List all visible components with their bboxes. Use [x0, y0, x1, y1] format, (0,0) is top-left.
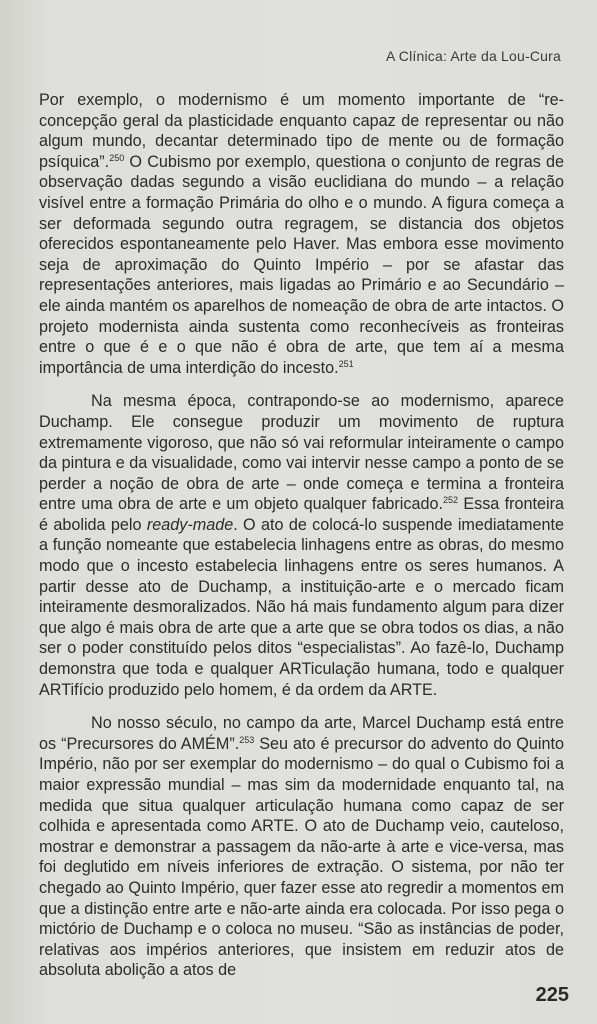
paragraph-3 [39, 713, 564, 981]
footnote-marker-253: 253 [239, 734, 255, 745]
page-number: 225 [535, 984, 569, 1006]
paragraph-2 [39, 391, 564, 700]
footnote-marker-251: 251 [338, 358, 354, 369]
italic-term: ready-made [146, 515, 234, 534]
text-span: Por exemplo, o modernismo é um momento importante de “re-concepção geral da plasticidade enquanto capaz de representar ou não algum mundo, decantar determinado tipo de mente ou de formação psíquica”. [39, 91, 564, 171]
footnote-marker-252: 252 [443, 495, 459, 506]
text-span: . O ato de colocá-lo suspende imediatamente a função nomeante que estabelecia linhagens entre as obras, do mesmo modo que o incesto estabelecia linhagens entre os seres humanos. A partir desse ato de Duchamp, a instituição-arte e o mercado ficam inteiramente desmoralizados. Não há mais fundamento algum para dizer que algo é mais obra de arte que a arte que se obra todos os dias, a não ser o poder constituído pelos ditos “especialistas”. Ao fazê-lo, Duchamp demonstra que toda e qualquer ARTiculação humana, todo e qualquer ARTifício produzido pelo homem, é da ordem da ARTE. [39, 515, 564, 699]
paragraph-1 [39, 90, 564, 378]
text-span: No nosso século, no campo da arte, Marcel Duchamp está entre os “Precursores do AMÉM”. [39, 714, 564, 753]
footnote-marker-250: 250 [109, 152, 125, 163]
running-head: A Clínica: Arte da Lou-Cura [385, 48, 561, 64]
text-span: O Cubismo por exemplo, questiona o conjunto de regras de observação dadas segundo a visão euclidiana do mundo – a relação visível entre a formação Primária do olho e o mundo. A figura começa a ser deformada segundo outra regragem, se distancia dos objetos oferecidos espontaneamente pelo Haver. Mas embora esse movimento seja de aproximação do Quinto Império – por se afastar das representações anteriores, mais ligadas ao Primário e ao Secundário – ele ainda mantém os aparelhos de nomeação de obra de arte intactos. O projeto modernista ainda sustenta como reconhecíveis as fronteiras entre o que é e o que não é obra de arte, que tem aí a mesma importância de uma interdição do incesto. [39, 152, 564, 377]
body-text [39, 90, 564, 981]
text-span: Na mesma época, contrapondo-se ao modernismo, aparece Duchamp. Ele consegue produzir um movimento de ruptura extremamente vigoroso, que não só vai reformular inteiramente o campo da pintura e da visualidade, como vai intervir nesse campo a ponto de se perder a noção de obra de arte – onde começa e termina a fronteira entre uma obra de arte e um objeto qualquer fabricado. [39, 392, 564, 514]
text-span: Seu ato é precursor do advento do Quinto Império, não por ser exemplar do modernismo – do qual o Cubismo foi a maior expressão mundial – mas sim da modernidade enquanto tal, na medida que situa qualquer articulação humana como capaz de ser colhida e apresentada como ARTE. O ato de Duchamp veio, cauteloso, mostrar e demonstrar a passagem da não-arte à arte e vice-versa, mas foi deglutido em níveis inferiores de extração. O sistema, por não ter chegado ao Quinto Império, quer fazer esse ato regredir a momentos em que a distinção entre arte e não-arte ainda era colocada. Por isso pega o mictório de Duchamp e o coloca no museu. “São as instâncias de poder, relativas aos impérios anteriores, que insistem em reduzir atos de absoluta abolição a atos de [39, 734, 564, 980]
text-span: Essa fronteira é abolida pelo [39, 495, 564, 534]
